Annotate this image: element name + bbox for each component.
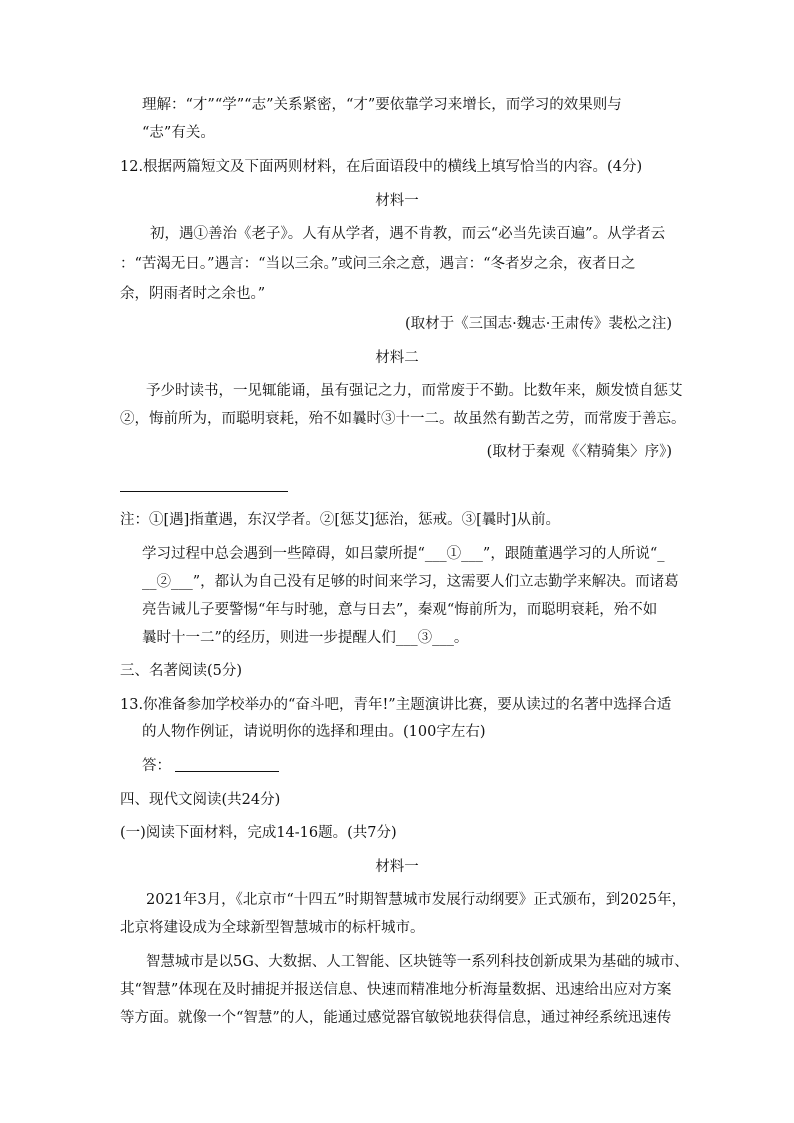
footnote-divider	[120, 491, 288, 492]
source-citation: (取材于《三国志·魏志·王肃传》裴松之注)	[404, 316, 672, 332]
question-12: 12.根据两篇短文及下面两则材料，在后面语段中的横线上填写恰当的内容。(4分)	[120, 159, 643, 175]
text-line: 的人物作例证，请说明你的选择和理由。(100字左右)	[142, 724, 486, 740]
text-line: “志”有关。	[142, 125, 215, 141]
answer-blank[interactable]	[175, 757, 279, 772]
text-line: 智慧城市是以5G、大数据、人工智能、区块链等一系列科技创新成果为基础的城市、	[146, 954, 689, 970]
section-heading: 四、现代文阅读(共24分)	[120, 792, 281, 808]
material-heading: 材料一	[375, 193, 419, 209]
text-line: 曩时十一二”的经历，则进一步提醒人们___③___。	[142, 630, 469, 646]
footnote: 注：①[遇]指董遇，东汉学者。②[惩艾]惩治，惩戒。③[曩时]从前。	[120, 512, 560, 528]
subsection-heading: (一)阅读下面材料，完成14-16题。(共7分)	[120, 825, 397, 841]
source-citation: (取材于秦观《〈精骑集〉序》)	[486, 444, 672, 460]
text-line: 等方面。就像一个“智慧”的人，能通过感觉器官敏锐地获得信息，通过神经系统迅速传	[120, 1010, 672, 1026]
material-heading: 材料二	[375, 350, 419, 366]
text-line: 余，阴雨者时之余也。”	[120, 286, 266, 302]
question-13: 13.你准备参加学校举办的“奋斗吧，青年!”主题演讲比赛，要从读过的名著中选择合适	[120, 697, 672, 713]
text-line: ：“苦渴无日。”遇言：“当以三余。”或问三余之意，遇言：“冬者岁之余，夜者日之	[120, 256, 636, 272]
text-line: 北京将建设成为全球新型智慧城市的标杆城市。	[120, 920, 425, 936]
text-line: 予少时读书，一见辄能诵，虽有强记之力，而常废于不勤。比数年来，颇发愤自惩艾	[146, 383, 683, 399]
answer-label: 答：	[142, 758, 171, 774]
text-line: 初，遇①善治《老子》。人有从学者，遇不肯教，而云“必当先读百遍”。从学者云	[150, 226, 666, 242]
text-line: ②，悔前所为，而聪明衰耗，殆不如曩时③十一二。故虽然有勤苦之劳，而常废于善忘。	[120, 411, 686, 427]
section-heading: 三、名著阅读(5分)	[120, 663, 243, 679]
text-line: 理解：“才”“学”“志”关系紧密，“才”要依靠学习来增长，而学习的效果则与	[142, 97, 622, 113]
answer-line	[142, 756, 279, 776]
text-line: 亮告诫儿子要警惕“年与时驰，意与日去”，秦观“悔前所为，而聪明衰耗，殆不如	[142, 602, 658, 618]
text-line: 学习过程中总会遇到一些障碍，如吕蒙所提“___①___”，跟随董遇学习的人所说“_	[142, 546, 665, 562]
text-line: __②___”，都认为自己没有足够的时间来学习，这需要人们立志勤学来解决。而诸葛	[142, 574, 679, 590]
text-line: 2021年3月，《北京市“十四五”时期智慧城市发展行动纲要》正式颁布，到2025年，	[146, 892, 687, 908]
material-heading: 材料一	[375, 859, 419, 875]
text-line: 其“智慧”体现在及时捕捉并报送信息、快速而精准地分析海量数据、迅速给出应对方案	[120, 982, 672, 998]
